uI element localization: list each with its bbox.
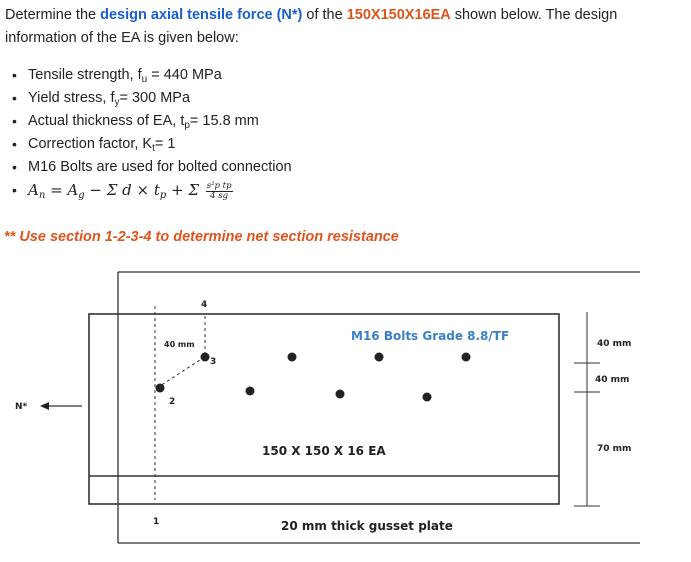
dimension-label-middle: 40 mm <box>595 375 630 385</box>
bolted-connection-diagram <box>0 260 691 562</box>
bolt-hole <box>201 353 210 362</box>
spec-yield-stress: • Yield stress, $f_y= 300$ MPa <box>10 87 292 110</box>
design-info-list <box>10 64 292 202</box>
gusset-plate-label: 20 mm thick gusset plate <box>281 519 453 533</box>
formula-fraction: $\frac{\text{s²p tp}}{4 sg}$ <box>206 180 232 201</box>
spec-correction-factor: • Correction factor, $K_t= 1$ <box>10 133 292 156</box>
question-highlight-force: design axial tensile force (N*) <box>100 7 303 23</box>
question-intro-2: of the <box>302 7 347 23</box>
section-label: 150 X 150 X 16 EA <box>262 444 386 458</box>
path-point-4: 4 <box>201 300 208 310</box>
path-point-2: 2 <box>169 397 176 407</box>
bolt-hole <box>246 387 255 396</box>
failure-path-diagonal <box>157 358 203 388</box>
question-highlight-section: 150X150X16EA <box>346 7 451 23</box>
question-intro-1: Determine the <box>5 7 101 23</box>
bolt-hole <box>375 353 384 362</box>
spec-thickness: • Actual thickness of EA, $t_p= 15.8$ mm <box>10 110 292 133</box>
path-point-3: 3 <box>210 357 217 367</box>
bolt-hole <box>336 390 345 399</box>
load-label: N* <box>15 402 28 412</box>
spec-tensile-strength: • Tensile strength, $f_u = 440$ MPa <box>10 64 292 87</box>
bolt-hole <box>423 393 432 402</box>
section-note: ** Use section 1-2-3-4 to determine net section resistance <box>4 229 399 245</box>
question-text <box>5 4 675 50</box>
dimension-label-bottom: 70 mm <box>597 444 632 454</box>
path-point-1: 1 <box>153 517 160 527</box>
pitch-label: 40 mm <box>164 340 195 349</box>
question-intro-3: shown below. The design information of the EA is given below: <box>5 7 618 46</box>
bolt-hole <box>288 353 297 362</box>
bolt-hole <box>462 353 471 362</box>
dimension-label-top: 40 mm <box>597 339 632 349</box>
net-area-formula: • $A_n = A_g - \Sigma$ $d \times t_p + \Sigma$ $\frac{\text{s²p tp}}{4 sg}$ <box>10 179 292 202</box>
bolt-grade-label: M16 Bolts Grade 8.8/TF <box>351 329 510 343</box>
load-arrow-head <box>40 402 49 410</box>
bolt-hole <box>156 384 165 393</box>
spec-bolts: • M16 Bolts are used for bolted connection <box>10 156 292 179</box>
